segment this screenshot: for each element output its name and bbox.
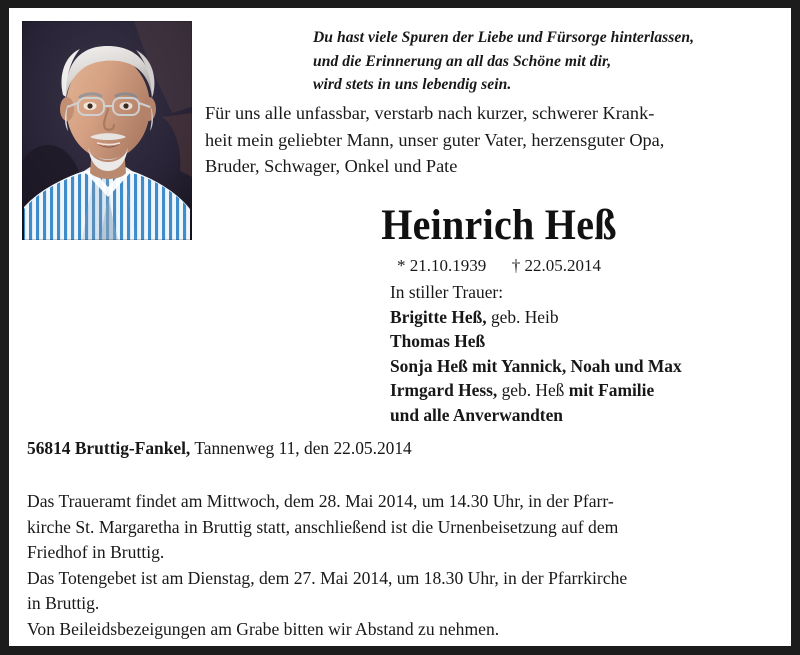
mourner-name: Irmgard Hess, [390,380,498,401]
address-line [27,436,787,460]
prayer-line-1: Das Totengebet ist am Dienstag, dem 27. Mai 2014, um 18.30 Uhr, in der Pfarrkirche [27,567,628,588]
address-street-date: Tannenweg 11, den 22.05.2014 [190,438,412,458]
mourner-name: Brigitte Heß, [390,306,487,327]
announcement-line-3: Bruder, Schwager, Onkel und Pate [205,156,458,176]
mourner-name: Thomas Heß [390,331,486,352]
epitaph-line-2: und die Erinnerung an all das Schöne mit dir, [313,52,612,70]
prayer-line-2: in Bruttig. [27,593,100,614]
portrait-photo [22,21,192,240]
announcement-paragraph [205,100,791,180]
service-paragraph-requiem [27,489,791,566]
condolences-line-1: Von Beileidsbezeigungen am Grabe bitten wir Abstand zu nehmen. [27,618,500,639]
mourner-entry [390,354,790,379]
birth-date: 21.10.1939 [409,256,487,275]
mourner-entry [390,305,790,330]
life-dates [205,255,791,277]
deceased-name: Heinrich Heß [381,202,617,249]
service-paragraph-prayer [27,566,791,617]
mourner-name: Sonja Heß mit Yannick, Noah und Max [390,355,682,376]
death-date: 22.05.2014 [524,256,601,275]
epitaph-line-1: Du hast viele Spuren der Liebe und Fürsorge hinterlassen, [313,29,695,46]
mourner-entry [390,329,790,354]
mourner-maiden-name: geb. Heß [497,380,569,401]
service-details [27,489,791,643]
obituary-card [9,8,791,646]
mourners-heading: In stiller Trauer: [390,282,504,302]
epitaph-verse [313,26,791,97]
mourner-entry [390,403,790,428]
portrait-illustration [22,21,192,240]
birth-symbol: * [397,256,406,275]
requiem-line-2: kirche St. Margaretha in Bruttig statt, anschließend ist die Urnenbeisetzung auf dem [27,516,619,537]
epitaph-line-3: wird stets in uns lebendig sein. [313,76,512,93]
mourner-suffix: mit Familie [568,380,655,401]
death-symbol: † [511,256,521,275]
announcement-line-1: Für uns alle unfassbar, verstarb nach kurzer, schwerer Krank- [205,103,655,123]
mourner-name: und alle Anverwandten [390,404,563,425]
mourner-maiden-name: geb. Heib [486,306,559,327]
address-city: 56814 Bruttig-Fankel, [27,438,191,458]
mourners-block [390,280,790,428]
mourner-entry [390,378,790,403]
service-paragraph-condolences [27,617,791,643]
announcement-line-2: heit mein geliebter Mann, unser guter Vater, herzensguter Opa, [205,129,665,150]
requiem-line-3: Friedhof in Bruttig. [27,542,165,563]
requiem-line-1: Das Traueramt findet am Mittwoch, dem 28. Mai 2014, um 14.30 Uhr, in der Pfarr- [27,491,614,511]
